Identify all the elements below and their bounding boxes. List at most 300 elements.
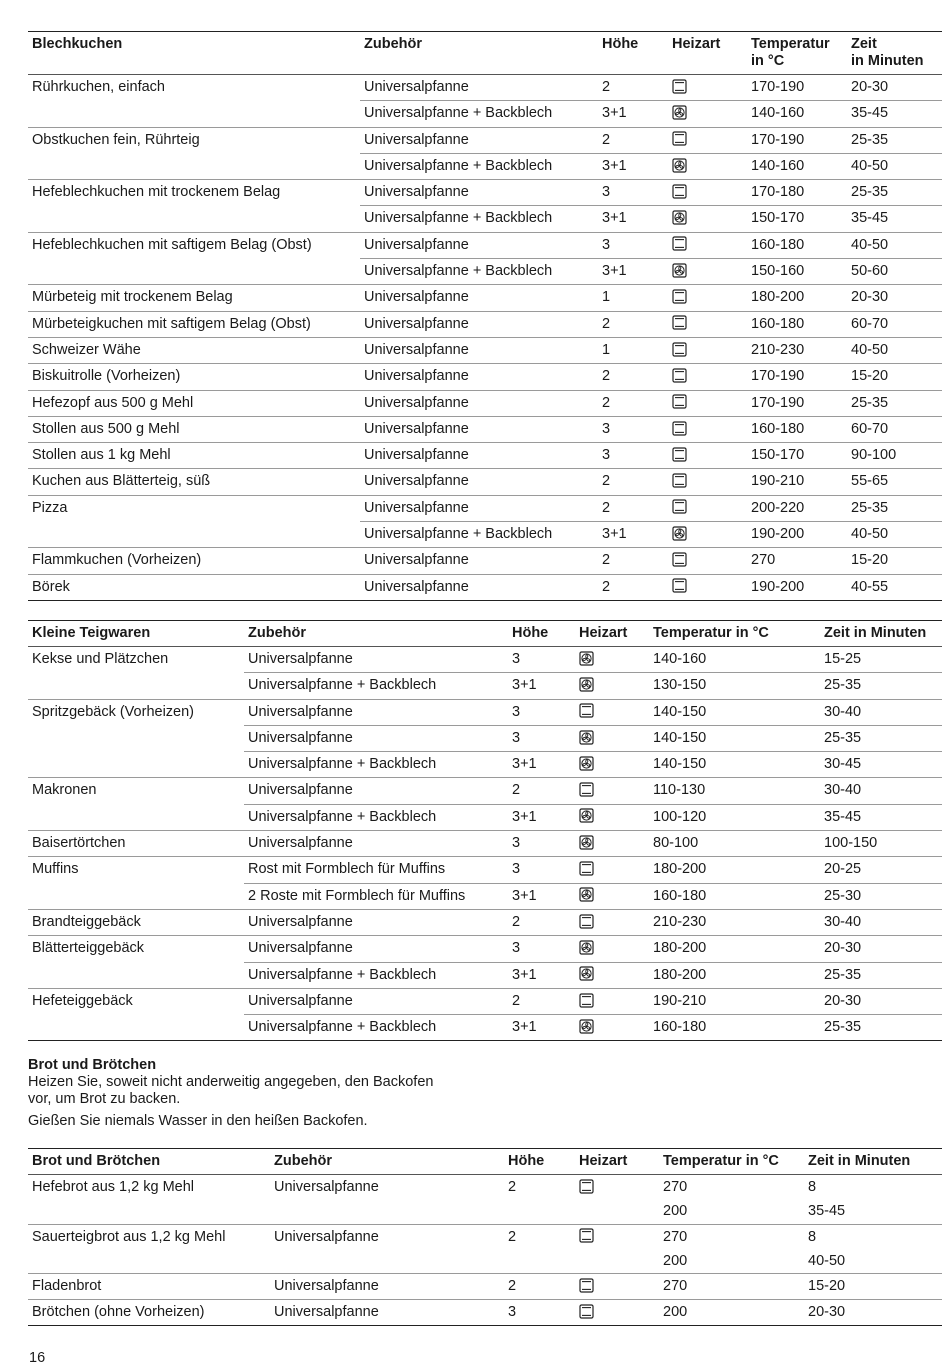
cell-time: 40-55 xyxy=(847,574,942,600)
cell-name: Biskuitrolle (Vorheizen) xyxy=(28,364,360,390)
top-bottom-heat-icon xyxy=(672,394,687,409)
table-row xyxy=(28,311,942,337)
header-heating: Heizart xyxy=(668,32,747,75)
cell-level: 3+1 xyxy=(508,883,575,909)
cell-level: 2 xyxy=(598,390,668,416)
header-category: Blechkuchen xyxy=(28,32,360,75)
cell-temperature: 160-180 xyxy=(649,883,820,909)
cell-heating xyxy=(575,1200,659,1224)
cell-heating xyxy=(668,232,747,258)
cell-time: 25-35 xyxy=(847,495,942,521)
convection-fan-icon xyxy=(579,756,594,771)
cell-accessory: Universalpfanne + Backblech xyxy=(244,752,508,778)
cell-accessory: Universalpfanne + Backblech xyxy=(244,962,508,988)
cell-name: Baisertörtchen xyxy=(28,831,244,857)
cell-temperature: 170-190 xyxy=(747,127,847,153)
cell-level: 3 xyxy=(508,647,575,673)
cell-level: 2 xyxy=(508,909,575,935)
top-bottom-heat-icon xyxy=(579,861,594,876)
cell-accessory: Universalpfanne xyxy=(244,909,508,935)
cell-temperature: 210-230 xyxy=(649,909,820,935)
convection-fan-icon xyxy=(579,966,594,981)
convection-fan-icon xyxy=(672,210,687,225)
cell-name xyxy=(28,804,244,830)
cell-temperature: 170-190 xyxy=(747,75,847,101)
table-row xyxy=(28,364,942,390)
cell-heating xyxy=(668,311,747,337)
cell-temperature: 200-220 xyxy=(747,495,847,521)
top-bottom-heat-icon xyxy=(579,1304,594,1319)
cell-accessory: Universalpfanne xyxy=(360,311,598,337)
cell-level: 1 xyxy=(598,337,668,363)
table-row xyxy=(28,522,942,548)
cell-level: 2 xyxy=(504,1224,575,1250)
table-row xyxy=(28,285,942,311)
cell-accessory: Universalpfanne xyxy=(360,390,598,416)
cell-accessory: Universalpfanne xyxy=(360,364,598,390)
cell-time: 20-30 xyxy=(820,936,942,962)
table-row xyxy=(28,857,942,883)
cell-heating xyxy=(668,390,747,416)
cell-heating xyxy=(575,883,649,909)
cell-accessory: Universalpfanne + Backblech xyxy=(360,259,598,285)
cell-heating xyxy=(668,574,747,600)
table-row xyxy=(28,495,942,521)
top-bottom-heat-icon xyxy=(672,552,687,567)
cell-level: 2 xyxy=(598,548,668,574)
header-time-line1: Zeit xyxy=(851,36,877,52)
cell-heating xyxy=(575,936,649,962)
cell-accessory: Universalpfanne xyxy=(244,831,508,857)
cell-temperature: 180-200 xyxy=(747,285,847,311)
table-row xyxy=(28,1250,942,1274)
table-row xyxy=(28,831,942,857)
top-bottom-heat-icon xyxy=(672,315,687,330)
convection-fan-icon xyxy=(579,835,594,850)
cell-heating xyxy=(575,962,649,988)
cell-time: 50-60 xyxy=(847,259,942,285)
cell-name: Kekse und Plätzchen xyxy=(28,647,244,673)
top-bottom-heat-icon xyxy=(672,131,687,146)
cell-level: 2 xyxy=(508,988,575,1014)
header-category: Brot und Brötchen xyxy=(28,1149,270,1175)
header-level: Höhe xyxy=(508,621,575,647)
cell-name: Spritzgebäck (Vorheizen) xyxy=(28,699,244,725)
cell-level: 2 xyxy=(598,574,668,600)
cell-temperature: 270 xyxy=(659,1224,804,1250)
table-row xyxy=(28,804,942,830)
cell-time: 25-35 xyxy=(847,127,942,153)
table-row xyxy=(28,725,942,751)
cell-temperature: 200 xyxy=(659,1300,804,1326)
table-row xyxy=(28,469,942,495)
cell-time: 90-100 xyxy=(847,443,942,469)
table-row xyxy=(28,548,942,574)
cell-heating xyxy=(668,469,747,495)
table-row xyxy=(28,936,942,962)
top-bottom-heat-icon xyxy=(672,578,687,593)
cell-level: 3+1 xyxy=(598,101,668,127)
cell-heating xyxy=(575,778,649,804)
convection-fan-icon xyxy=(579,730,594,745)
cell-name xyxy=(28,962,244,988)
header-heating: Heizart xyxy=(575,621,649,647)
cell-temperature: 160-180 xyxy=(747,311,847,337)
cell-accessory: Universalpfanne xyxy=(360,180,598,206)
header-time xyxy=(847,32,942,75)
cell-name: Hefezopf aus 500 g Mehl xyxy=(28,390,360,416)
top-bottom-heat-icon xyxy=(672,368,687,383)
cell-name: Sauerteigbrot aus 1,2 kg Mehl xyxy=(28,1224,270,1250)
cell-accessory: Universalpfanne + Backblech xyxy=(244,804,508,830)
cell-accessory: Rost mit Formblech für Muffins xyxy=(244,857,508,883)
cell-name: Flammkuchen (Vorheizen) xyxy=(28,548,360,574)
cell-temperature: 110-130 xyxy=(649,778,820,804)
table-row xyxy=(28,647,942,673)
cell-heating xyxy=(575,804,649,830)
cell-temperature: 200 xyxy=(663,1252,688,1269)
cell-temperature: 190-210 xyxy=(649,988,820,1014)
cell-temperature: 170-190 xyxy=(747,364,847,390)
top-bottom-heat-icon xyxy=(672,236,687,251)
top-bottom-heat-icon xyxy=(579,1278,594,1293)
cell-temperature: 180-200 xyxy=(649,936,820,962)
table-row xyxy=(28,443,942,469)
cell-time: 25-35 xyxy=(820,962,942,988)
cell-accessory: Universalpfanne xyxy=(244,936,508,962)
cell-name: Pizza xyxy=(28,495,360,521)
cell-heating xyxy=(575,673,649,699)
cell-accessory: Universalpfanne xyxy=(270,1224,504,1250)
cell-accessory: Universalpfanne xyxy=(360,232,598,258)
intro-line-1: Heizen Sie, soweit nicht anderweitig angegeben, den Backofen xyxy=(28,1074,434,1090)
cell-temperature: 270 xyxy=(659,1175,804,1201)
cell-heating xyxy=(575,988,649,1014)
table-row xyxy=(28,909,942,935)
cell-level: 3+1 xyxy=(508,804,575,830)
cell-name: Stollen aus 500 g Mehl xyxy=(28,416,360,442)
cell-level: 3 xyxy=(598,443,668,469)
cell-heating xyxy=(668,364,747,390)
cell-level: 3 xyxy=(598,232,668,258)
cell-level: 3+1 xyxy=(598,153,668,179)
cell-name: Mürbeteigkuchen mit saftigem Belag (Obst) xyxy=(28,311,360,337)
cell-heating xyxy=(668,285,747,311)
cell-name xyxy=(28,153,360,179)
cell-heating xyxy=(575,752,649,778)
table-row xyxy=(28,153,942,179)
cell-level: 3+1 xyxy=(508,673,575,699)
top-bottom-heat-icon xyxy=(672,421,687,436)
cell-heating xyxy=(668,416,747,442)
cell-name: Obstkuchen fein, Rührteig xyxy=(28,127,360,153)
cell-name: Hefeblechkuchen mit saftigem Belag (Obst) xyxy=(28,232,360,258)
cell-heating xyxy=(575,725,649,751)
cell-level: 2 xyxy=(598,311,668,337)
cell-time: 30-40 xyxy=(820,778,942,804)
cell-name xyxy=(28,883,244,909)
section-title: Brot und Brötchen xyxy=(28,1057,157,1073)
cell-accessory: Universalpfanne xyxy=(244,725,508,751)
cell-temperature: 200 xyxy=(663,1203,688,1219)
cell-name xyxy=(28,673,244,699)
cell-time: 8 xyxy=(804,1224,942,1250)
cell-time: 20-30 xyxy=(804,1300,942,1326)
cell-level: 1 xyxy=(598,285,668,311)
cell-time: 15-20 xyxy=(847,364,942,390)
table-row xyxy=(28,962,942,988)
cell-accessory: Universalpfanne xyxy=(360,75,598,101)
cell-temperature: 170-190 xyxy=(747,390,847,416)
cell-heating xyxy=(575,1250,659,1274)
cell-level: 3+1 xyxy=(508,962,575,988)
table-row xyxy=(28,337,942,363)
table-header-row xyxy=(28,1149,942,1175)
header-temperature: Temperatur in °C xyxy=(659,1149,804,1175)
cell-name xyxy=(28,1250,270,1274)
cell-temperature: 150-160 xyxy=(747,259,847,285)
cell-name: Brötchen (ohne Vorheizen) xyxy=(28,1300,270,1326)
cell-heating xyxy=(668,522,747,548)
cell-heating xyxy=(668,101,747,127)
cell-accessory: 2 Roste mit Formblech für Muffins xyxy=(244,883,508,909)
cell-temperature: 170-180 xyxy=(747,180,847,206)
cell-time: 25-35 xyxy=(847,180,942,206)
cell-time: 100-150 xyxy=(820,831,942,857)
header-time-line2: in Minuten xyxy=(851,53,924,69)
top-bottom-heat-icon xyxy=(672,499,687,514)
convection-fan-icon xyxy=(672,263,687,278)
table-row xyxy=(28,752,942,778)
cell-accessory: Universalpfanne + Backblech xyxy=(360,522,598,548)
cell-level: 3 xyxy=(508,831,575,857)
table-row xyxy=(28,1300,942,1326)
cell-accessory: Universalpfanne xyxy=(360,127,598,153)
cell-name xyxy=(28,725,244,751)
cell-accessory: Universalpfanne xyxy=(360,337,598,363)
cell-name xyxy=(28,101,360,127)
header-temperature xyxy=(747,32,847,75)
table-row xyxy=(28,778,942,804)
cell-heating xyxy=(575,699,649,725)
cell-level: 2 xyxy=(598,495,668,521)
cell-temperature: 210-230 xyxy=(747,337,847,363)
cell-accessory: Universalpfanne xyxy=(360,495,598,521)
cell-heating xyxy=(575,1175,659,1201)
cell-accessory: Universalpfanne + Backblech xyxy=(360,206,598,232)
cell-heating xyxy=(668,337,747,363)
cell-time: 25-35 xyxy=(820,1015,942,1041)
cell-time: 20-30 xyxy=(820,988,942,1014)
cell-name xyxy=(28,1015,244,1041)
cell-time: 60-70 xyxy=(847,311,942,337)
table-row xyxy=(28,1224,942,1250)
cell-name: Muffins xyxy=(28,857,244,883)
cell-temperature: 190-200 xyxy=(747,574,847,600)
cell-name xyxy=(28,1200,270,1224)
cell-level: 2 xyxy=(598,75,668,101)
cell-temperature: 180-200 xyxy=(649,962,820,988)
cell-time: 15-20 xyxy=(847,548,942,574)
cell-name: Hefebrot aus 1,2 kg Mehl xyxy=(28,1175,270,1201)
warning-paragraph: Gießen Sie niemals Wasser in den heißen Backofen. xyxy=(28,1113,368,1129)
cell-name: Kuchen aus Blätterteig, süß xyxy=(28,469,360,495)
kleine-teigwaren-table xyxy=(28,620,942,1041)
cell-accessory: Universalpfanne xyxy=(270,1274,504,1300)
convection-fan-icon xyxy=(579,940,594,955)
cell-temperature: 140-160 xyxy=(649,647,820,673)
cell-temperature: 180-200 xyxy=(649,857,820,883)
cell-time: 15-20 xyxy=(804,1274,942,1300)
cell-accessory: Universalpfanne xyxy=(360,574,598,600)
table-row xyxy=(28,574,942,600)
cell-temperature: 100-120 xyxy=(649,804,820,830)
cell-heating xyxy=(575,1015,649,1041)
cell-level: 3 xyxy=(504,1300,575,1326)
cell-name: Brandteiggebäck xyxy=(28,909,244,935)
cell-level xyxy=(504,1200,575,1224)
cell-heating xyxy=(668,548,747,574)
cell-time: 15-25 xyxy=(820,647,942,673)
table-row xyxy=(28,232,942,258)
cell-temperature: 140-160 xyxy=(747,101,847,127)
brot-und-broetchen-table xyxy=(28,1148,942,1326)
cell-level: 3+1 xyxy=(598,206,668,232)
table-row xyxy=(28,1274,942,1300)
header-accessory: Zubehör xyxy=(360,32,598,75)
page-number: 16 xyxy=(29,1350,46,1366)
table-row xyxy=(28,883,942,909)
convection-fan-icon xyxy=(672,526,687,541)
table-row xyxy=(28,988,942,1014)
table-row xyxy=(28,673,942,699)
cell-temperature: 160-180 xyxy=(747,232,847,258)
top-bottom-heat-icon xyxy=(672,473,687,488)
cell-time: 20-25 xyxy=(820,857,942,883)
cell-heating xyxy=(668,75,747,101)
top-bottom-heat-icon xyxy=(672,447,687,462)
cell-temperature: 190-210 xyxy=(747,469,847,495)
table-row xyxy=(28,206,942,232)
cell-time: 40-50 xyxy=(847,153,942,179)
cell-name xyxy=(28,752,244,778)
header-level: Höhe xyxy=(504,1149,575,1175)
header-time: Zeit in Minuten xyxy=(820,621,942,647)
cell-name xyxy=(28,522,360,548)
table-row xyxy=(28,390,942,416)
cell-temperature: 190-200 xyxy=(747,522,847,548)
cell-accessory: Universalpfanne xyxy=(270,1300,504,1326)
cell-heating xyxy=(575,1300,659,1326)
cell-time: 40-50 xyxy=(847,232,942,258)
cell-level: 3 xyxy=(508,699,575,725)
convection-fan-icon xyxy=(579,808,594,823)
top-bottom-heat-icon xyxy=(672,184,687,199)
cell-heating xyxy=(668,153,747,179)
table-row xyxy=(28,416,942,442)
cell-heating xyxy=(668,495,747,521)
cell-level: 2 xyxy=(508,778,575,804)
cell-name xyxy=(28,259,360,285)
cell-level: 3 xyxy=(508,936,575,962)
cell-level: 3 xyxy=(598,416,668,442)
intro-paragraph xyxy=(28,1074,528,1108)
cell-heating xyxy=(668,206,747,232)
convection-fan-icon xyxy=(672,158,687,173)
cell-heating xyxy=(575,647,649,673)
header-temperature: Temperatur in °C xyxy=(649,621,820,647)
cell-time: 35-45 xyxy=(808,1203,846,1219)
cell-level: 2 xyxy=(598,364,668,390)
cell-time: 20-30 xyxy=(847,285,942,311)
convection-fan-icon xyxy=(579,1019,594,1034)
header-accessory: Zubehör xyxy=(270,1149,504,1175)
cell-heating xyxy=(668,259,747,285)
cell-time: 40-50 xyxy=(808,1252,846,1269)
cell-temperature: 150-170 xyxy=(747,206,847,232)
table-row xyxy=(28,1015,942,1041)
header-heating: Heizart xyxy=(575,1149,659,1175)
cell-name: Hefeblechkuchen mit trockenem Belag xyxy=(28,180,360,206)
cell-heating xyxy=(575,909,649,935)
cell-temperature: 130-150 xyxy=(649,673,820,699)
cell-temperature: 140-160 xyxy=(747,153,847,179)
cell-accessory: Universalpfanne xyxy=(270,1175,504,1201)
cell-time: 60-70 xyxy=(847,416,942,442)
cell-name: Blätterteiggebäck xyxy=(28,936,244,962)
top-bottom-heat-icon xyxy=(579,993,594,1008)
cell-time: 30-40 xyxy=(820,699,942,725)
cell-time: 35-45 xyxy=(847,206,942,232)
top-bottom-heat-icon xyxy=(672,79,687,94)
cell-accessory: Universalpfanne + Backblech xyxy=(360,101,598,127)
cell-heating xyxy=(668,127,747,153)
table-row xyxy=(28,1200,942,1224)
table-header-row xyxy=(28,32,942,75)
cell-level: 3+1 xyxy=(598,259,668,285)
header-time: Zeit in Minuten xyxy=(804,1149,942,1175)
cell-level: 2 xyxy=(504,1274,575,1300)
cell-time: 25-35 xyxy=(820,673,942,699)
convection-fan-icon xyxy=(672,105,687,120)
cell-accessory: Universalpfanne xyxy=(360,443,598,469)
cell-level: 3 xyxy=(508,725,575,751)
table-header-row xyxy=(28,621,942,647)
cell-name: Fladenbrot xyxy=(28,1274,270,1300)
convection-fan-icon xyxy=(579,677,594,692)
cell-level: 3+1 xyxy=(598,522,668,548)
cell-temperature: 140-150 xyxy=(649,752,820,778)
cell-temperature: 270 xyxy=(659,1274,804,1300)
header-category: Kleine Teigwaren xyxy=(28,621,244,647)
convection-fan-icon xyxy=(579,887,594,902)
table-row xyxy=(28,1175,942,1201)
top-bottom-heat-icon xyxy=(579,1179,594,1194)
cell-time: 35-45 xyxy=(820,804,942,830)
cell-accessory: Universalpfanne xyxy=(244,647,508,673)
cell-temperature: 160-180 xyxy=(747,416,847,442)
table-row xyxy=(28,699,942,725)
header-temp-line1: Temperatur xyxy=(751,36,830,52)
header-temp-line2: in °C xyxy=(751,53,785,69)
cell-heating xyxy=(668,180,747,206)
cell-level: 2 xyxy=(598,127,668,153)
top-bottom-heat-icon xyxy=(579,914,594,929)
cell-accessory: Universalpfanne + Backblech xyxy=(244,673,508,699)
top-bottom-heat-icon xyxy=(579,782,594,797)
cell-temperature: 80-100 xyxy=(649,831,820,857)
table-row xyxy=(28,259,942,285)
